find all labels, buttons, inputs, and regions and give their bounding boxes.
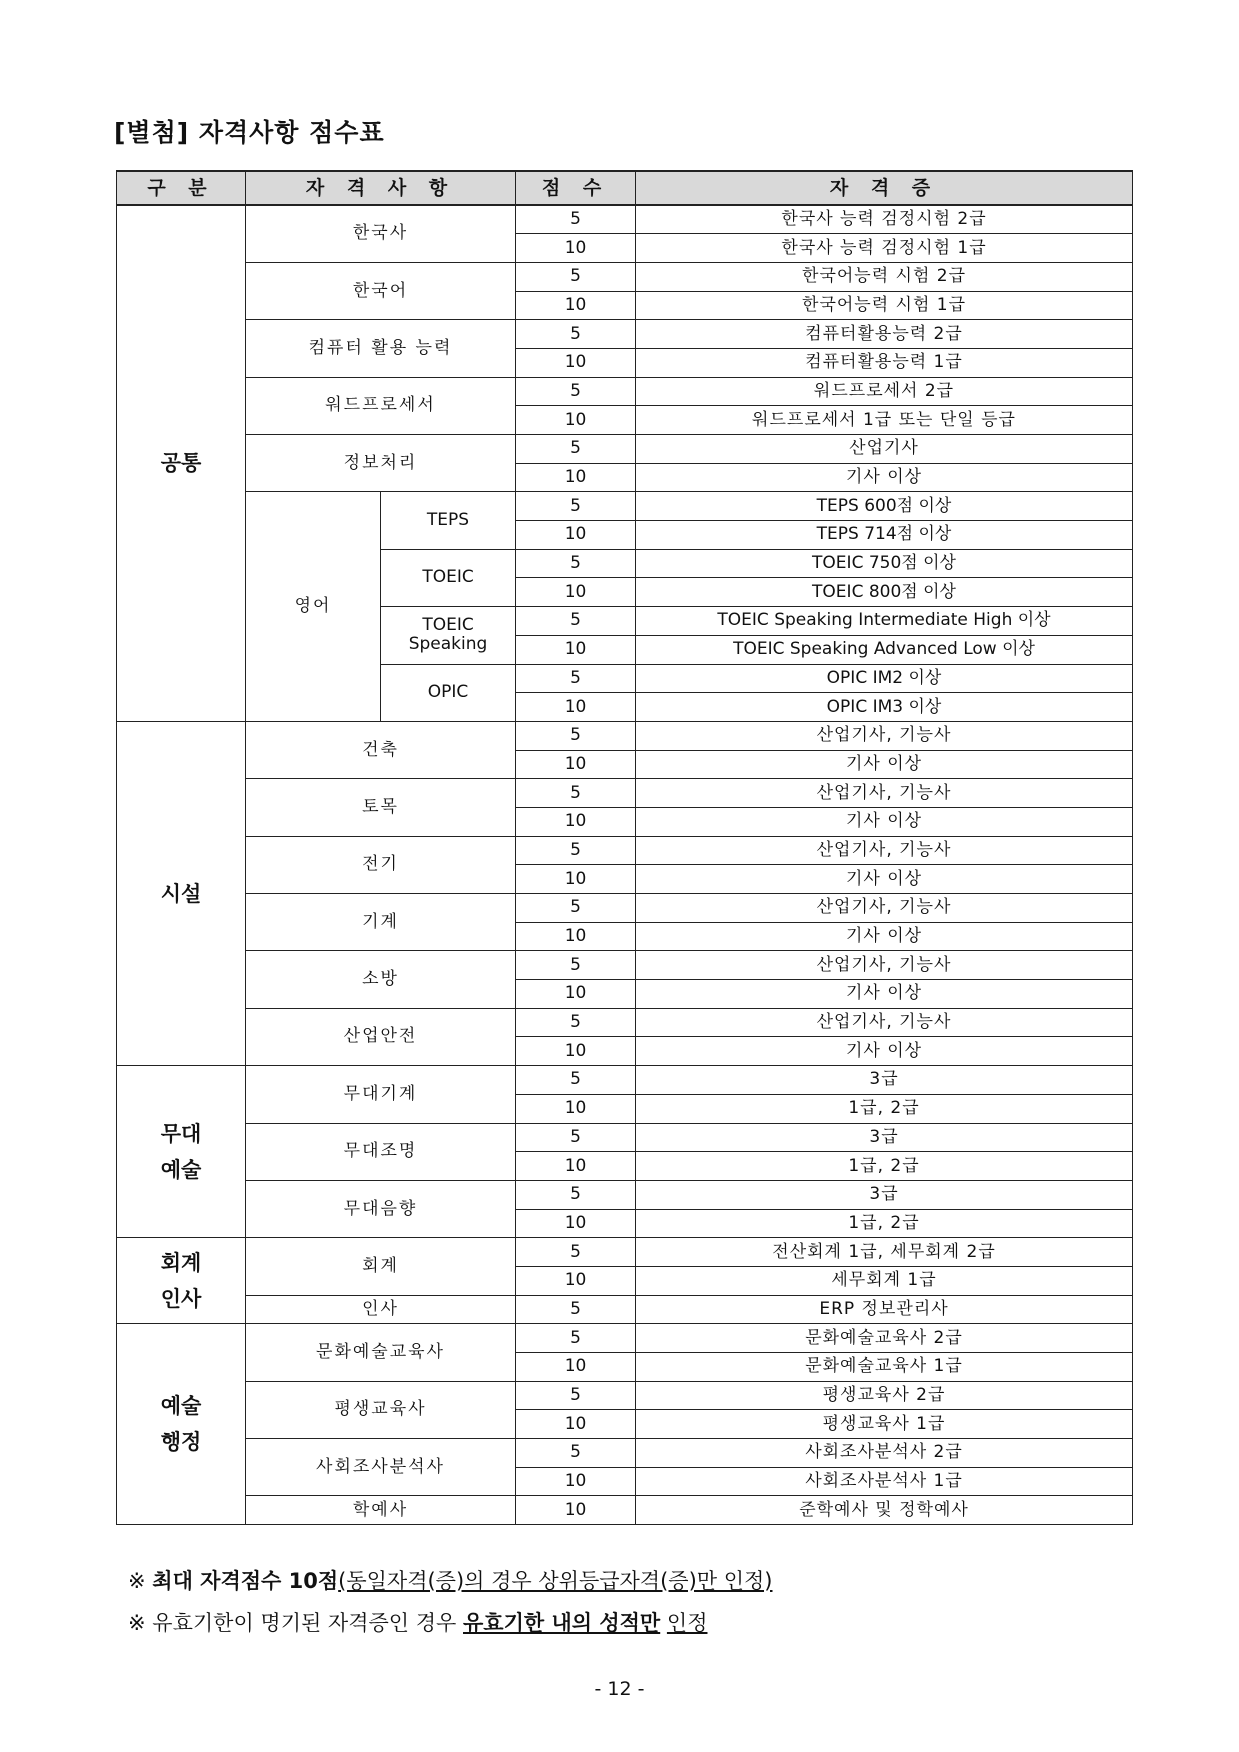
score-cell: 5 [516, 1439, 636, 1468]
note-bold-text: 최대 자격점수 10점 [152, 1569, 339, 1593]
table-row [117, 320, 1133, 349]
score-cell: 10 [516, 865, 636, 894]
score-cell: 5 [516, 1008, 636, 1037]
category-line2: 인사 [160, 1286, 202, 1311]
certificate-cell: 평생교육사 2급 [636, 1381, 1133, 1410]
score-cell: 10 [516, 980, 636, 1009]
score-cell: 5 [516, 435, 636, 464]
qualification-social-survey-analyst: 사회조사분석사 [246, 1439, 516, 1496]
qualification-accounting: 회계 [246, 1238, 516, 1295]
score-cell: 10 [516, 291, 636, 320]
table-row [117, 205, 1133, 234]
score-cell: 10 [516, 406, 636, 435]
certificate-cell: 한국어능력 시험 2급 [636, 262, 1133, 291]
qualification-opic: OPIC [381, 664, 516, 721]
certificate-cell: 컴퓨터활용능력 1급 [636, 348, 1133, 377]
qualification-safety: 산업안전 [246, 1008, 516, 1065]
certificate-cell: 기사 이상 [636, 980, 1133, 1009]
score-cell: 5 [516, 205, 636, 234]
note-underlined-text: (동일자격(증)의 경우 상위등급자격(증)만 인정) [338, 1569, 773, 1593]
category-stage-arts [117, 1066, 246, 1238]
score-cell: 5 [516, 607, 636, 636]
certificate-cell: ERP 정보관리사 [636, 1295, 1133, 1324]
score-cell: 5 [516, 664, 636, 693]
certificate-cell: 3급 [636, 1123, 1133, 1152]
page-number: - 12 - [594, 1678, 645, 1700]
score-cell: 10 [516, 807, 636, 836]
qualification-curator: 학예사 [246, 1496, 516, 1525]
qualification-score-table [116, 170, 1133, 1525]
qualification-word-processor: 워드프로세서 [246, 377, 516, 434]
score-cell: 10 [516, 922, 636, 951]
table-row [117, 1008, 1133, 1037]
certificate-cell: 사회조사분석사 2급 [636, 1439, 1133, 1468]
table-row [117, 779, 1133, 808]
certificate-cell: 컴퓨터활용능력 2급 [636, 320, 1133, 349]
score-cell: 10 [516, 1496, 636, 1525]
qualification-stage-sound: 무대음향 [246, 1180, 516, 1237]
table-row [117, 1180, 1133, 1209]
page-title: [별첨] 자격사항 점수표 [114, 118, 385, 147]
certificate-cell: 산업기사, 기능사 [636, 1008, 1133, 1037]
reference-mark: ※ [128, 1569, 146, 1593]
category-line1: 회계 [160, 1250, 202, 1275]
score-cell: 10 [516, 1353, 636, 1382]
certificate-cell: TOEIC 750점 이상 [636, 549, 1133, 578]
table-row [117, 435, 1133, 464]
score-cell: 10 [516, 1266, 636, 1295]
score-cell: 10 [516, 348, 636, 377]
certificate-cell: 문화예술교육사 2급 [636, 1324, 1133, 1353]
note-plain-text: 유효기한이 명기된 자격증인 경우 [152, 1611, 457, 1635]
certificate-cell: 한국사 능력 검정시험 2급 [636, 205, 1133, 234]
score-cell: 10 [516, 1410, 636, 1439]
qualification-toeic: TOEIC [381, 549, 516, 606]
category-line1: 예술 [160, 1394, 202, 1419]
qualification-teps: TEPS [381, 492, 516, 549]
certificate-cell: 산업기사, 기능사 [636, 836, 1133, 865]
qualification-fire: 소방 [246, 951, 516, 1008]
score-cell: 5 [516, 1123, 636, 1152]
certificate-cell: 산업기사, 기능사 [636, 779, 1133, 808]
qualification-toeic-speaking [381, 607, 516, 664]
certificate-cell: TEPS 600점 이상 [636, 492, 1133, 521]
qualification-culture-arts-educator: 문화예술교육사 [246, 1324, 516, 1381]
table-row [117, 262, 1133, 291]
table-row [117, 1238, 1133, 1267]
certificate-cell: TOEIC 800점 이상 [636, 578, 1133, 607]
table-row [117, 1324, 1133, 1353]
score-cell: 5 [516, 549, 636, 578]
certificate-cell: 1급, 2급 [636, 1094, 1133, 1123]
certificate-cell: 기사 이상 [636, 463, 1133, 492]
certificate-cell: 산업기사, 기능사 [636, 894, 1133, 923]
score-cell: 5 [516, 1180, 636, 1209]
score-cell: 5 [516, 721, 636, 750]
certificate-cell: 산업기사 [636, 435, 1133, 464]
category-accounting-hr [117, 1238, 246, 1324]
certificate-cell: 전산회계 1급, 세무회계 2급 [636, 1238, 1133, 1267]
qualification-korean-language: 한국어 [246, 262, 516, 319]
note-max-score [128, 1560, 773, 1602]
certificate-cell: 워드프로세서 2급 [636, 377, 1133, 406]
certificate-cell: 기사 이상 [636, 865, 1133, 894]
certificate-cell: 세무회계 1급 [636, 1266, 1133, 1295]
score-cell: 10 [516, 1152, 636, 1181]
certificate-cell: 3급 [636, 1066, 1133, 1095]
certificate-cell: OPIC IM3 이상 [636, 693, 1133, 722]
certificate-cell: 1급, 2급 [636, 1209, 1133, 1238]
score-cell: 5 [516, 262, 636, 291]
certificate-cell: OPIC IM2 이상 [636, 664, 1133, 693]
certificate-cell: 기사 이상 [636, 750, 1133, 779]
score-cell: 5 [516, 779, 636, 808]
header-qualification: 자 격 사 항 [246, 171, 516, 205]
score-cell: 10 [516, 1467, 636, 1496]
score-cell: 10 [516, 693, 636, 722]
toeic-speaking-line1: TOEIC [422, 615, 474, 636]
certificate-cell: 한국사 능력 검정시험 1급 [636, 234, 1133, 263]
certificate-cell: 문화예술교육사 1급 [636, 1353, 1133, 1382]
qualification-architecture: 건축 [246, 721, 516, 778]
score-cell: 10 [516, 234, 636, 263]
qualification-stage-machinery: 무대기계 [246, 1066, 516, 1123]
certificate-cell: 1급, 2급 [636, 1152, 1133, 1181]
table-row [117, 1295, 1133, 1324]
score-cell: 10 [516, 635, 636, 664]
table-header-row [117, 171, 1133, 205]
qualification-machine: 기계 [246, 894, 516, 951]
table-row [117, 1496, 1133, 1525]
table-row [117, 894, 1133, 923]
note-validity [128, 1602, 773, 1644]
certificate-cell: TEPS 714점 이상 [636, 521, 1133, 550]
certificate-cell: 사회조사분석사 1급 [636, 1467, 1133, 1496]
score-cell: 5 [516, 1066, 636, 1095]
certificate-cell: TOEIC Speaking Intermediate High 이상 [636, 607, 1133, 636]
table-row [117, 951, 1133, 980]
category-common: 공통 [117, 205, 246, 721]
score-cell: 5 [516, 1238, 636, 1267]
score-cell: 5 [516, 377, 636, 406]
score-cell: 5 [516, 320, 636, 349]
certificate-cell: 준학예사 및 정학예사 [636, 1496, 1133, 1525]
score-cell: 10 [516, 750, 636, 779]
category-facility: 시설 [117, 721, 246, 1065]
qualification-civil: 토목 [246, 779, 516, 836]
score-cell: 10 [516, 578, 636, 607]
certificate-cell: 산업기사, 기능사 [636, 721, 1133, 750]
qualification-computer: 컴퓨터 활용 능력 [246, 320, 516, 377]
qualification-lifelong-educator: 평생교육사 [246, 1381, 516, 1438]
score-cell: 5 [516, 836, 636, 865]
certificate-cell: TOEIC Speaking Advanced Low 이상 [636, 635, 1133, 664]
certificate-cell: 산업기사, 기능사 [636, 951, 1133, 980]
table-row [117, 1439, 1133, 1468]
category-line1: 무대 [160, 1121, 202, 1146]
category-line2: 행정 [160, 1430, 202, 1455]
certificate-cell: 기사 이상 [636, 1037, 1133, 1066]
score-cell: 5 [516, 1381, 636, 1410]
certificate-cell: 3급 [636, 1180, 1133, 1209]
score-cell: 10 [516, 463, 636, 492]
qualification-korean-history: 한국사 [246, 205, 516, 262]
table-row [117, 1123, 1133, 1152]
table-row [117, 377, 1133, 406]
certificate-cell: 기사 이상 [636, 807, 1133, 836]
table-row [117, 1066, 1133, 1095]
score-cell: 5 [516, 1324, 636, 1353]
qualification-english: 영어 [246, 492, 381, 722]
note-bold-underlined-text: 유효기한 내의 성적만 [463, 1611, 661, 1635]
table-row [117, 1381, 1133, 1410]
table-row [117, 492, 1133, 521]
score-cell: 5 [516, 951, 636, 980]
category-line2: 예술 [160, 1157, 202, 1182]
notes [128, 1560, 773, 1644]
qualification-electric: 전기 [246, 836, 516, 893]
header-certificate: 자 격 증 [636, 171, 1133, 205]
certificate-cell: 기사 이상 [636, 922, 1133, 951]
score-cell: 10 [516, 521, 636, 550]
toeic-speaking-line2: Speaking [408, 634, 488, 655]
header-score: 점 수 [516, 171, 636, 205]
score-cell: 5 [516, 1295, 636, 1324]
score-cell: 10 [516, 1037, 636, 1066]
qualification-info-processing: 정보처리 [246, 435, 516, 492]
table-row [117, 836, 1133, 865]
category-arts-admin [117, 1324, 246, 1525]
score-cell: 5 [516, 894, 636, 923]
score-cell: 5 [516, 492, 636, 521]
score-cell: 10 [516, 1094, 636, 1123]
header-category: 구 분 [117, 171, 246, 205]
certificate-cell: 워드프로세서 1급 또는 단일 등급 [636, 406, 1133, 435]
reference-mark: ※ [128, 1611, 146, 1635]
qualification-stage-lighting: 무대조명 [246, 1123, 516, 1180]
note-underlined-text: 인정 [666, 1611, 708, 1635]
score-cell: 10 [516, 1209, 636, 1238]
certificate-cell: 평생교육사 1급 [636, 1410, 1133, 1439]
table-row [117, 721, 1133, 750]
qualification-hr: 인사 [246, 1295, 516, 1324]
certificate-cell: 한국어능력 시험 1급 [636, 291, 1133, 320]
